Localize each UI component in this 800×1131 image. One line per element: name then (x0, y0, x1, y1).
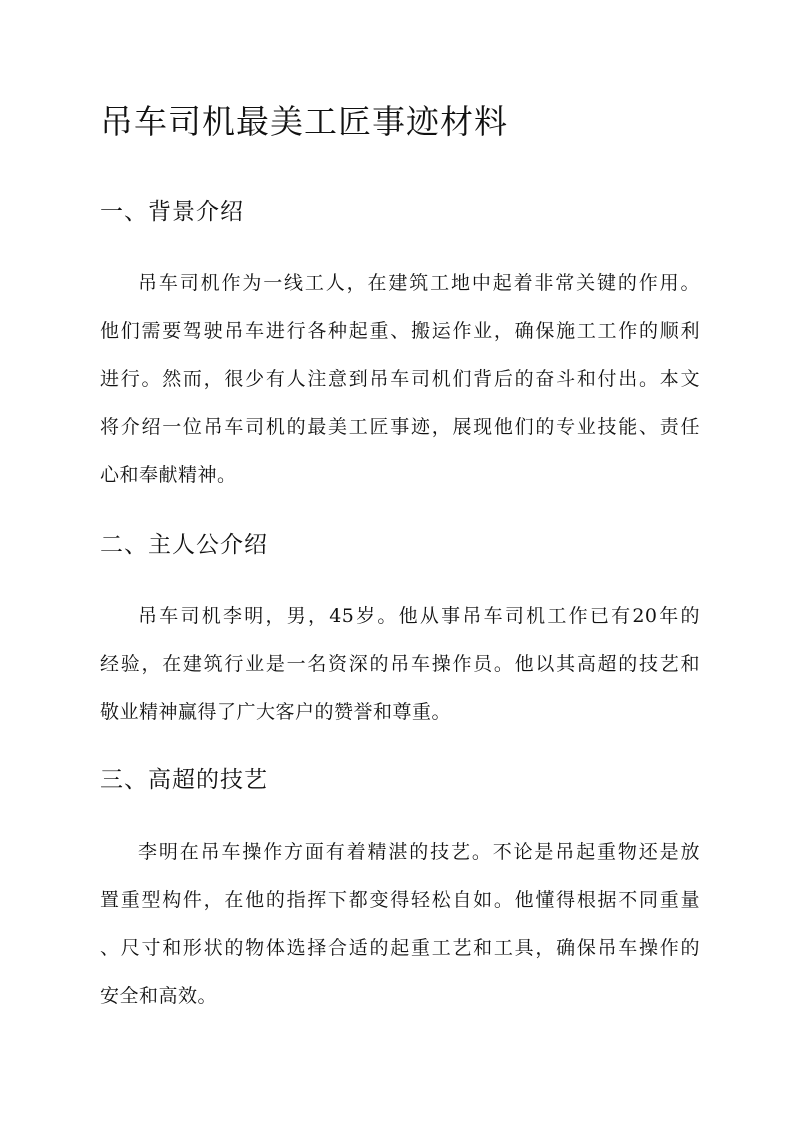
paragraph-line: 吊车司机作为一线工人，在建筑工地中起着非常关键的作用。 (138, 272, 700, 294)
document-title: 吊车司机最美工匠事迹材料 (100, 102, 508, 141)
section-heading-skills: 三、高超的技艺 (100, 767, 268, 793)
section-heading-protagonist: 二、主人公介绍 (100, 532, 268, 558)
paragraph-line: 安全和高效。 (100, 985, 218, 1007)
paragraph-line: 置重型构件，在他的指挥下都变得轻松自如。他懂得根据不同重量 (100, 889, 700, 911)
paragraph-line: 经验，在建筑行业是一名资深的吊车操作员。他以其高超的技艺和 (100, 653, 700, 675)
paragraph-line: 他们需要驾驶吊车进行各种起重、搬运作业，确保施工工作的顺利 (100, 320, 700, 342)
paragraph-line: 将介绍一位吊车司机的最美工匠事迹，展现他们的专业技能、责任 (100, 416, 700, 438)
section-paragraph-protagonist (100, 592, 700, 736)
section-paragraph-skills (100, 828, 700, 1020)
paragraph-line: 、尺寸和形状的物体选择合适的起重工艺和工具，确保吊车操作的 (100, 937, 700, 959)
paragraph-line: 敬业精神赢得了广大客户的赞誉和尊重。 (100, 701, 452, 723)
section-paragraph-background (100, 259, 700, 499)
paragraph-line: 进行。然而，很少有人注意到吊车司机们背后的奋斗和付出。本文 (100, 368, 700, 390)
paragraph-line: 李明在吊车操作方面有着精湛的技艺。不论是吊起重物还是放 (138, 841, 700, 863)
paragraph-line: 心和奉献精神。 (100, 464, 237, 486)
paragraph-line: 吊车司机李明，男，45岁。他从事吊车司机工作已有20年的 (138, 605, 700, 627)
section-heading-background: 一、背景介绍 (100, 199, 244, 225)
